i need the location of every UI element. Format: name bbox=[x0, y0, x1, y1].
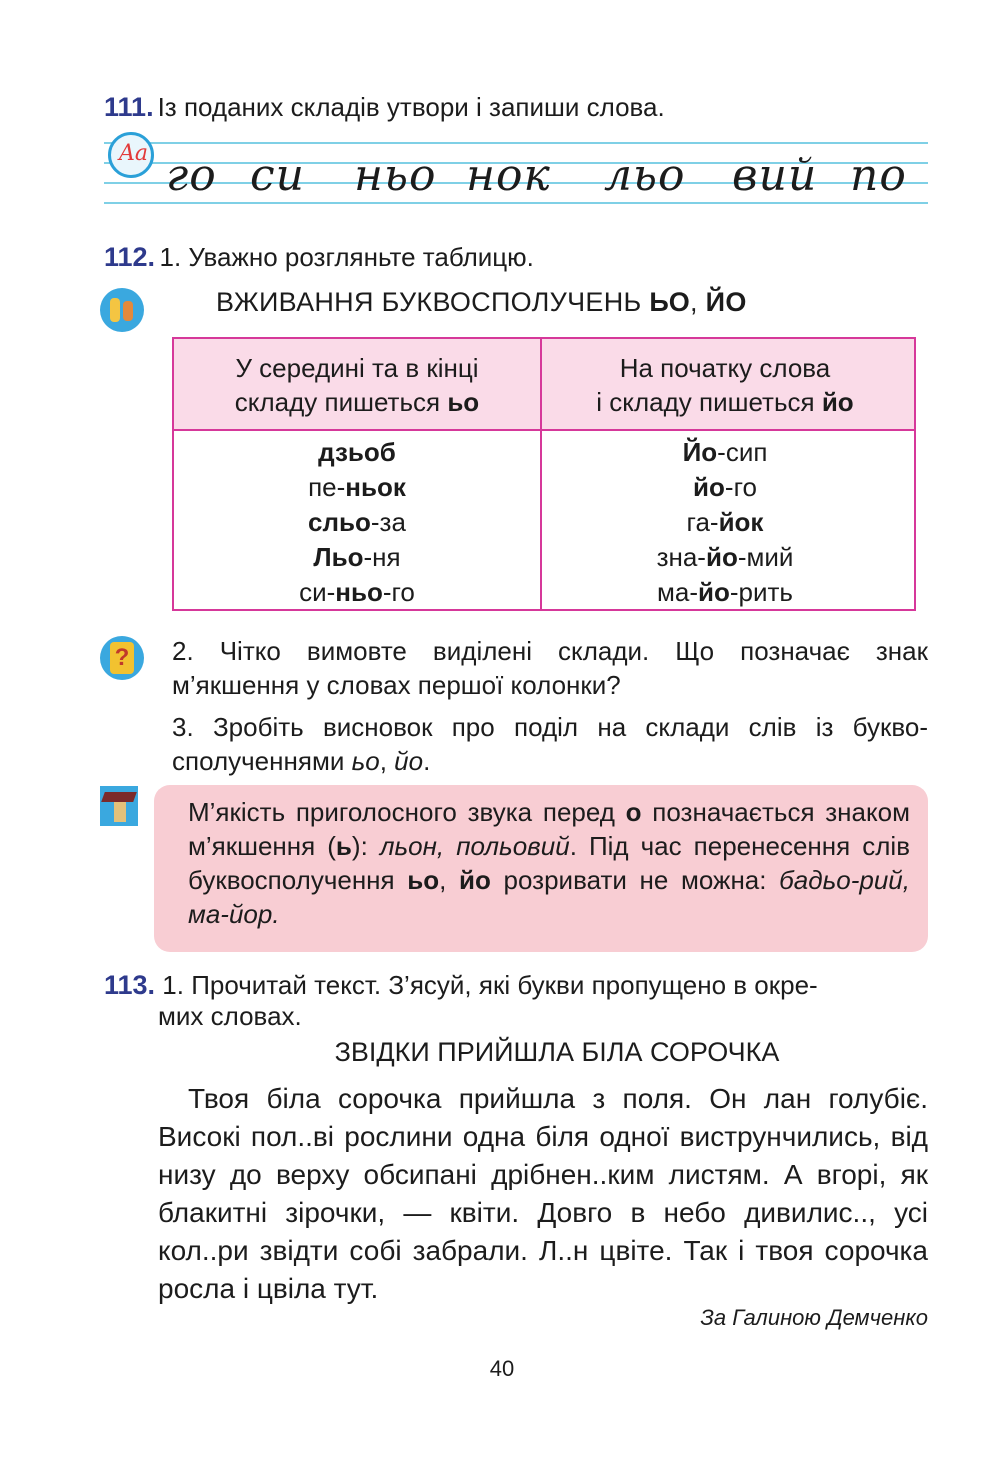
exercise-task: Із поданих складів утвори і запиши слова. bbox=[157, 92, 665, 122]
syllable: нок bbox=[466, 150, 551, 201]
syllable: си bbox=[250, 150, 305, 201]
syllable: по bbox=[850, 150, 907, 201]
story-text: Твоя біла сорочка прийшла з поля. Он лан голубіє. Високі пол..ві рослини одна біля одної виструнчились, від низу до верху обсипані дрібнен..ким листям. А вгорі, як блакитні зірочки, — квіти. Довго в небо дивилис.., усі кол..ри звідти собі забрали. Л..н цвіте. Так і твоя сорочка росла і цвіла тут. bbox=[158, 1083, 928, 1304]
table-title: ВЖИВАННЯ БУКВОСПОЛУЧЕНЬ ЬО, ЙО bbox=[216, 287, 747, 317]
question-2: 2. Чітко вимовте виділені склади. Що позначає знак м’якшення у словах першої колонки? bbox=[172, 636, 928, 700]
exercise-number: 112. bbox=[104, 242, 156, 272]
page-number: 40 bbox=[489, 1356, 515, 1381]
story-title: ЗВІДКИ ПРИЙШЛА БІЛА СОРОЧКА bbox=[334, 1037, 780, 1067]
exercise-task: 1. Уважно розгляньте таблицю. bbox=[159, 242, 534, 272]
question-icon: ? bbox=[100, 636, 144, 680]
table-cell: Йо-сип bbox=[682, 437, 768, 467]
syllable: го bbox=[166, 150, 217, 201]
header-right: На початку слова і складу пишеться йо bbox=[596, 353, 854, 417]
exercise-112-heading bbox=[104, 242, 534, 273]
column-left bbox=[174, 435, 540, 610]
writing-icon: Aa bbox=[108, 132, 154, 178]
pair-work-icon bbox=[100, 288, 144, 332]
header-left: У середині та в кінці складу пишеться ьо bbox=[234, 353, 480, 417]
exercise-111-heading bbox=[104, 92, 665, 123]
question-3: 3. Зробіть висновок про поділ на склади слів із букво-сполученнями ьо, йо. bbox=[172, 712, 928, 776]
rule-box bbox=[154, 785, 928, 952]
table-cell: йо-го bbox=[693, 472, 757, 502]
story-author: За Галиною Демченко bbox=[700, 1305, 928, 1330]
table-cell: сльо-за bbox=[308, 507, 406, 537]
syllable: ньо bbox=[354, 150, 437, 201]
table-cell: си-ньо-го bbox=[299, 577, 415, 607]
copybook-line bbox=[104, 142, 928, 144]
syllable: льо bbox=[604, 150, 686, 201]
table-cell: га-йок bbox=[686, 507, 764, 537]
exercise-number: 113. bbox=[104, 970, 156, 1000]
exercise-number: 111. bbox=[104, 92, 154, 122]
table-cell: зна-йо-мий bbox=[656, 542, 794, 572]
syllable-table bbox=[172, 337, 916, 611]
table-cell: ма-йо-рить bbox=[657, 577, 793, 607]
copybook-lines bbox=[104, 140, 928, 206]
table-cell: дзьоб bbox=[318, 437, 396, 467]
syllable: вий bbox=[732, 150, 818, 201]
column-right bbox=[542, 435, 908, 610]
exercise-113-heading: 113. 1. Прочитай текст. З’ясуй, які букви пропущено в окре- мих словах. bbox=[104, 970, 818, 1031]
table-cell: Льо-ня bbox=[313, 542, 401, 572]
rule-text: М’якість приголосного звука перед о позначається знаком м’якшення (ь): льон, польовий. Під час перенесення слів буквосполучення ьо, йо розривати не можна: бадьо-рий, ма-йор. bbox=[188, 797, 911, 929]
graduation-cap-icon bbox=[100, 786, 138, 826]
table-cell: пе-ньок bbox=[308, 472, 406, 502]
copybook-line bbox=[104, 202, 928, 204]
